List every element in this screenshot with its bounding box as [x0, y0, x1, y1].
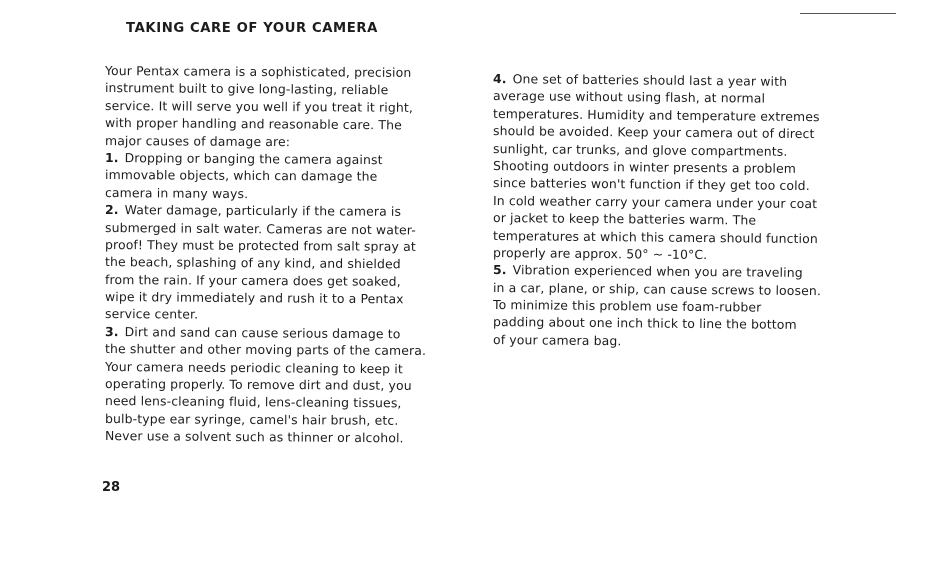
text-line	[105, 340, 465, 360]
line-text: from the rain. If your camera does get soaked,	[104, 271, 401, 289]
line-text: sunlight, car trunks, and glove compartments.	[492, 140, 788, 159]
text-line	[105, 305, 465, 325]
line-text: service center.	[104, 306, 199, 323]
line-text: of your camera bag.	[492, 331, 622, 349]
text-line	[105, 427, 465, 447]
line-text: Vibration experienced when you are traveling	[512, 262, 803, 281]
left-column	[105, 62, 465, 445]
line-text: need lens-cleaning fluid, lens-cleaning tissues,	[104, 393, 402, 411]
line-text: bulb-type ear syringe, camel's hair brush, etc.	[104, 410, 399, 428]
line-text: Your Pentax camera is a sophisticated, precision	[104, 63, 412, 80]
line-text: the beach, splashing of any kind, and shielded	[104, 254, 401, 272]
line-text: or jacket to keep the batteries warm. The	[492, 210, 757, 228]
text-line	[105, 271, 465, 291]
line-text: major causes of damage are:	[104, 132, 291, 149]
line-text: Dropping or banging the camera against	[124, 150, 383, 168]
line-text: Your camera needs periodic cleaning to keep it	[104, 358, 403, 376]
line-text: service. It will serve you well if you treat it right,	[104, 97, 414, 115]
line-text: camera in many ways.	[104, 184, 249, 201]
line-text: with proper handling and reasonable care. The	[104, 115, 402, 133]
line-text: To minimize this problem use foam-rubber	[492, 297, 762, 315]
item-number: 5.	[492, 262, 507, 278]
line-text: in a car, plane, or ship, can cause screws to loosen.	[492, 279, 822, 298]
line-text: properly are approx. 50° ~ -10°C.	[492, 244, 708, 262]
top-rule-divider	[800, 13, 896, 14]
line-text: padding about one inch thick to line the bottom	[492, 314, 797, 333]
text-line	[105, 132, 465, 152]
line-text: operating properly. To remove dirt and dust, you	[104, 376, 412, 393]
item-number: 3.	[104, 323, 119, 339]
line-text: One set of batteries should last a year with	[512, 71, 788, 89]
line-text: since batteries won't function if they get too cold.	[492, 175, 810, 194]
item-number: 2.	[104, 202, 119, 218]
item-number: 1.	[104, 149, 119, 166]
line-text: temperatures at which this camera should function	[492, 227, 818, 246]
line-text: instrument built to give long-lasting, reliable	[104, 80, 389, 98]
text-line	[105, 97, 465, 117]
line-text: Water damage, particularly if the camera is	[124, 202, 402, 219]
text-line	[105, 166, 465, 186]
line-text: proof! They must be protected from salt spray at	[104, 236, 416, 254]
line-text: Never use a solvent such as thinner or alcohol.	[104, 428, 404, 446]
line-text: should be avoided. Keep your camera out of direct	[492, 123, 815, 142]
line-text: wipe it dry immediately and rush it to a Pentax	[104, 289, 404, 307]
line-text: immovable objects, which can damage the	[104, 167, 378, 185]
text-line	[105, 201, 465, 221]
text-line	[493, 331, 863, 352]
line-text: submerged in salt water. Cameras are not water-	[104, 219, 416, 237]
item-number: 4.	[492, 71, 507, 87]
line-text: Shooting outdoors in winter presents a problem	[492, 157, 797, 176]
page-number: 28	[102, 480, 121, 495]
line-text: the shutter and other moving parts of the camera.	[104, 341, 427, 359]
right-column	[493, 70, 863, 348]
line-text: temperatures. Humidity and temperature extremes	[492, 105, 820, 124]
page-title: TAKING CARE OF YOUR CAMERA	[126, 21, 378, 36]
line-text: Dirt and sand can cause serious damage to	[124, 324, 401, 342]
line-text: In cold weather carry your camera under your coat	[492, 192, 818, 211]
line-text: average use without using flash, at normal	[492, 88, 766, 107]
